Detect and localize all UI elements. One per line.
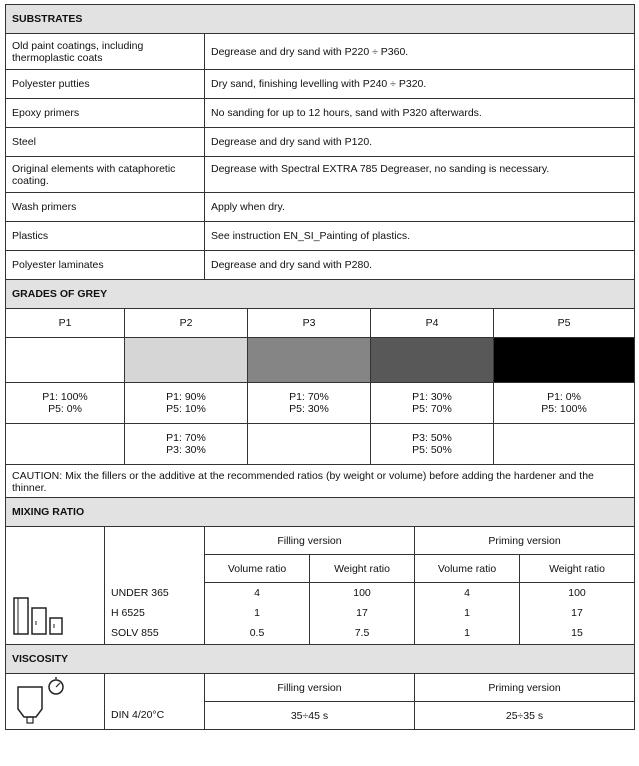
mixing-heading: MIXING RATIO	[6, 498, 635, 527]
substrate-name: Old paint coatings, including thermoplastic coats	[6, 34, 205, 70]
prime-volume: 1	[415, 603, 520, 623]
viscosity-icon-cell	[6, 674, 105, 730]
filling-viscosity: 35÷45 s	[205, 702, 415, 730]
mixing-ratio-table	[5, 497, 635, 645]
table-row	[6, 99, 635, 128]
grade-ratio	[6, 424, 125, 465]
grade-swatch-row	[6, 338, 635, 383]
substrate-instruction: Apply when dry.	[205, 193, 635, 222]
grade-ratio	[248, 424, 371, 465]
substrate-name: Epoxy primers	[6, 99, 205, 128]
component-name: SOLV 855	[105, 623, 205, 645]
grade-ratio: P1: 100% P5: 0%	[6, 383, 125, 424]
grade-label: P2	[125, 309, 248, 338]
grade-ratio: P1: 0% P5: 100%	[494, 383, 635, 424]
viscosity-cup-timer-icon	[12, 677, 72, 727]
table-row	[6, 157, 635, 193]
priming-viscosity: 25÷35 s	[415, 702, 635, 730]
prime-volume: 1	[415, 623, 520, 645]
component-name: H 6525	[105, 603, 205, 623]
grade-ratio-row	[6, 383, 635, 424]
substrate-name: Original elements with cataphoretic coating.	[6, 157, 205, 193]
priming-version-header: Priming version	[415, 527, 635, 555]
weight-ratio-header: Weight ratio	[520, 555, 635, 583]
substrate-instruction: Degrease and dry sand with P280.	[205, 251, 635, 280]
prime-volume: 4	[415, 583, 520, 603]
grade-ratio: P1: 90% P5: 10%	[125, 383, 248, 424]
grey-swatch	[6, 338, 125, 383]
table-row	[6, 34, 635, 70]
technical-data-sheet	[5, 4, 634, 730]
grey-swatch	[371, 338, 494, 383]
substrate-name: Steel	[6, 128, 205, 157]
fill-weight: 17	[310, 603, 415, 623]
grey-swatch	[494, 338, 635, 383]
prime-weight: 100	[520, 583, 635, 603]
grade-label: P4	[371, 309, 494, 338]
substrate-instruction: Degrease and dry sand with P220 ÷ P360.	[205, 34, 635, 70]
grade-ratio: P1: 30% P5: 70%	[371, 383, 494, 424]
weight-ratio-header: Weight ratio	[310, 555, 415, 583]
grades-heading: GRADES OF GREY	[6, 280, 635, 309]
substrate-name: Wash primers	[6, 193, 205, 222]
fill-weight: 7.5	[310, 623, 415, 645]
grade-ratio-row	[6, 424, 635, 465]
mixing-containers-icon	[12, 588, 72, 638]
grade-ratio: P1: 70% P5: 30%	[248, 383, 371, 424]
grade-ratio	[494, 424, 635, 465]
substrate-instruction: Dry sand, finishing levelling with P240 ÷ P320.	[205, 70, 635, 99]
caution-note: CAUTION: Mix the fillers or the additive at the recommended ratios (by weight or volume) before adding the hardener and the thinner.	[6, 465, 635, 498]
grades-of-grey-table	[5, 279, 635, 498]
mixing-icon-cell	[6, 527, 105, 645]
substrates-heading: SUBSTRATES	[6, 5, 635, 34]
substrate-name: Polyester putties	[6, 70, 205, 99]
table-row	[6, 70, 635, 99]
fill-weight: 100	[310, 583, 415, 603]
volume-ratio-header: Volume ratio	[205, 555, 310, 583]
table-row	[6, 222, 635, 251]
volume-ratio-header: Volume ratio	[415, 555, 520, 583]
substrate-instruction: Degrease and dry sand with P120.	[205, 128, 635, 157]
viscosity-heading: VISCOSITY	[6, 645, 635, 674]
table-row	[6, 193, 635, 222]
component-name: UNDER 365	[105, 583, 205, 603]
fill-volume: 1	[205, 603, 310, 623]
table-row	[6, 128, 635, 157]
substrate-instruction: Degrease with Spectral EXTRA 785 Degreaser, no sanding is necessary.	[205, 157, 635, 193]
priming-version-header: Priming version	[415, 674, 635, 702]
filling-version-header: Filling version	[205, 674, 415, 702]
substrate-instruction: No sanding for up to 12 hours, sand with P320 afterwards.	[205, 99, 635, 128]
grade-header-row	[6, 309, 635, 338]
grade-label: P5	[494, 309, 635, 338]
substrate-instruction: See instruction EN_SI_Painting of plastics.	[205, 222, 635, 251]
grade-label: P3	[248, 309, 371, 338]
grade-ratio: P3: 50% P5: 50%	[371, 424, 494, 465]
prime-weight: 17	[520, 603, 635, 623]
substrate-name: Plastics	[6, 222, 205, 251]
grade-ratio: P1: 70% P3: 30%	[125, 424, 248, 465]
fill-volume: 0.5	[205, 623, 310, 645]
grade-label: P1	[6, 309, 125, 338]
substrates-table	[5, 4, 635, 280]
fill-volume: 4	[205, 583, 310, 603]
grey-swatch	[248, 338, 371, 383]
viscosity-table	[5, 644, 635, 730]
grey-swatch	[125, 338, 248, 383]
viscosity-method: DIN 4/20°C	[105, 702, 205, 730]
filling-version-header: Filling version	[205, 527, 415, 555]
prime-weight: 15	[520, 623, 635, 645]
table-row	[6, 251, 635, 280]
substrate-name: Polyester laminates	[6, 251, 205, 280]
